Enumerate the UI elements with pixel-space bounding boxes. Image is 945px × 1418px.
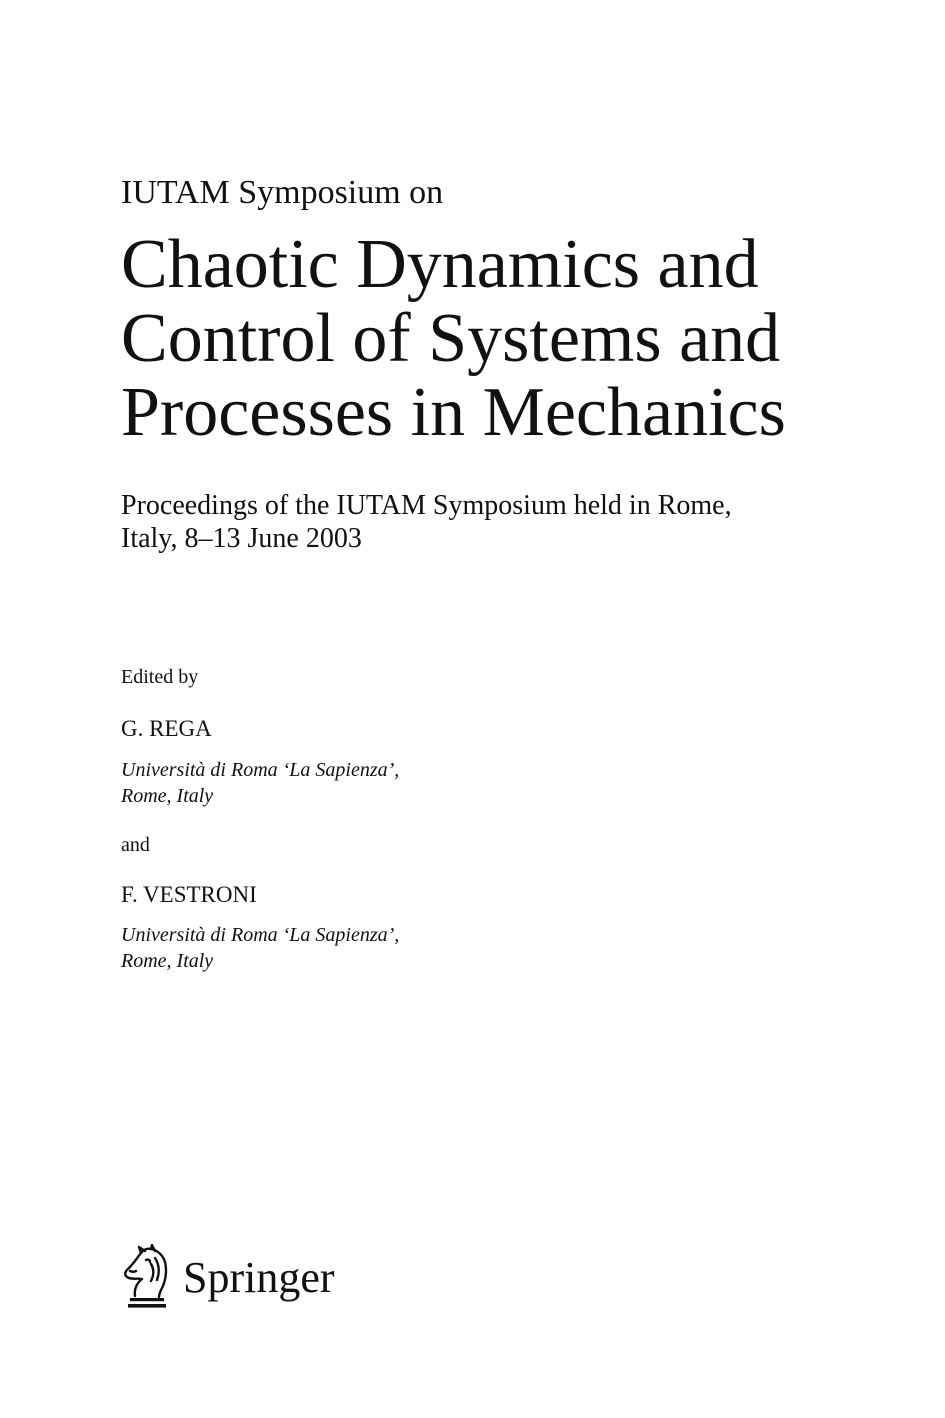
publisher-logo	[121, 1243, 335, 1311]
subtitle-line: Italy, 8–13 June 2003	[121, 523, 362, 554]
title-line: Control of Systems and	[121, 300, 781, 377]
affiliation-line: Università di Roma ‘La Sapienza’,	[121, 759, 400, 781]
editor-affiliation	[121, 922, 399, 974]
chess-knight-icon	[121, 1244, 175, 1310]
affiliation-line: Università di Roma ‘La Sapienza’,	[121, 924, 400, 946]
editor-affiliation	[121, 757, 399, 809]
editor-name: F. VESTRONI	[121, 882, 257, 907]
series-heading: IUTAM Symposium on	[121, 174, 444, 211]
proceedings-subtitle	[121, 489, 732, 555]
subtitle-line: Proceedings of the IUTAM Symposium held in Rome,	[121, 490, 732, 521]
book-title	[121, 228, 786, 450]
edited-by-label: Edited by	[121, 666, 199, 688]
editor-name: G. REGA	[121, 716, 212, 741]
title-line: Processes in Mechanics	[121, 374, 786, 451]
publisher-name: Springer	[183, 1253, 335, 1302]
affiliation-line: Rome, Italy	[121, 950, 214, 972]
affiliation-line: Rome, Italy	[121, 785, 214, 807]
title-line: Chaotic Dynamics and	[121, 226, 759, 303]
conjunction-and: and	[121, 834, 150, 856]
